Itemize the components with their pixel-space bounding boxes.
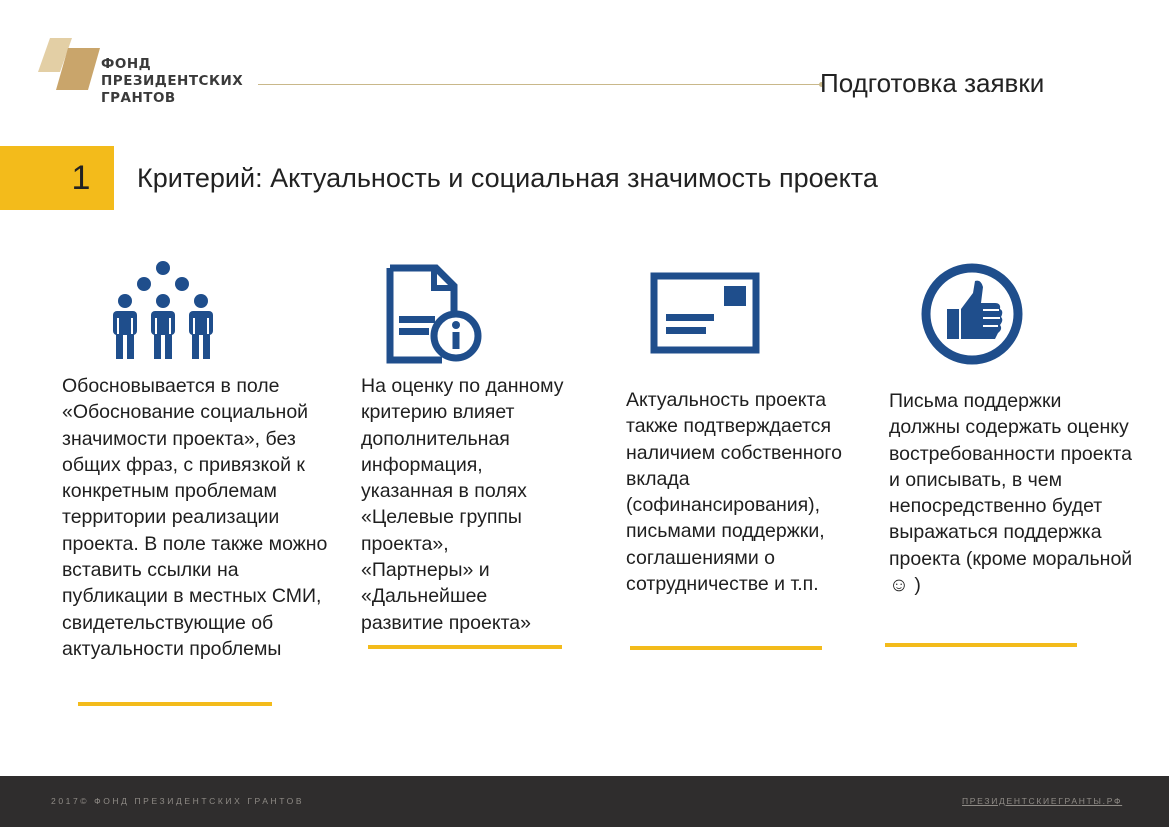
column-2-text bbox=[361, 373, 566, 636]
section-title: Подготовка заявки bbox=[820, 68, 1045, 98]
column-1-paragraph: Обосновывается в поле «Обоснование социальной значимости проекта», без общих фраз, с привязкой к конкретным проблемам территории реализации проекта. В поле также можно вставить ссылки на публикации в местных СМИ, свидетельствующие об актуальности проблемы bbox=[62, 375, 328, 660]
people-group-icon bbox=[108, 258, 218, 362]
envelope-icon bbox=[650, 272, 760, 354]
header-divider bbox=[258, 84, 824, 85]
column-3-text bbox=[626, 387, 866, 597]
criterion-number-badge bbox=[0, 146, 114, 210]
column-3-underline bbox=[630, 646, 822, 650]
column-3-paragraph: Актуальность проекта также подтверждается наличием собственного вклада (софинансирования), письмами поддержки, соглашениями о сотрудничестве и т.п. bbox=[626, 389, 842, 596]
column-1-underline bbox=[78, 702, 272, 706]
document-info-icon bbox=[384, 264, 486, 364]
logo-text bbox=[101, 56, 243, 107]
logo-line: ФОНД bbox=[101, 56, 152, 72]
column-2-paragraph: На оценку по данному критерию влияет дополнительная информация, указанная в полях «Целевые группы проекта», «Партнеры» и «Дальнейшее развитие проекта» bbox=[361, 375, 564, 634]
criterion-title: Критерий: Актуальность и социальная значимость проекта bbox=[137, 163, 878, 193]
column-2-underline bbox=[368, 645, 562, 649]
column-4-paragraph: Письма поддержки должны содержать оценку востребованности проекта и описывать, в чем непосредственно будет выражаться поддержка проекта (кроме моральной ☺ ) bbox=[889, 390, 1133, 597]
logo-line: ГРАНТОВ bbox=[101, 90, 176, 106]
logo-line: ПРЕЗИДЕНТСКИХ bbox=[101, 73, 244, 89]
criterion-number: 1 bbox=[71, 158, 91, 197]
thumbs-up-icon bbox=[921, 263, 1023, 365]
footer-website-link[interactable]: ПРЕЗИДЕНТСКИЕГРАНТЫ.РФ bbox=[962, 796, 1123, 806]
column-4-text bbox=[889, 388, 1134, 598]
footer-copyright: 2017© ФОНД ПРЕЗИДЕНТСКИХ ГРАНТОВ bbox=[51, 796, 305, 806]
column-1-text bbox=[62, 373, 344, 662]
logo-mark bbox=[38, 38, 100, 90]
column-4-underline bbox=[885, 643, 1077, 647]
